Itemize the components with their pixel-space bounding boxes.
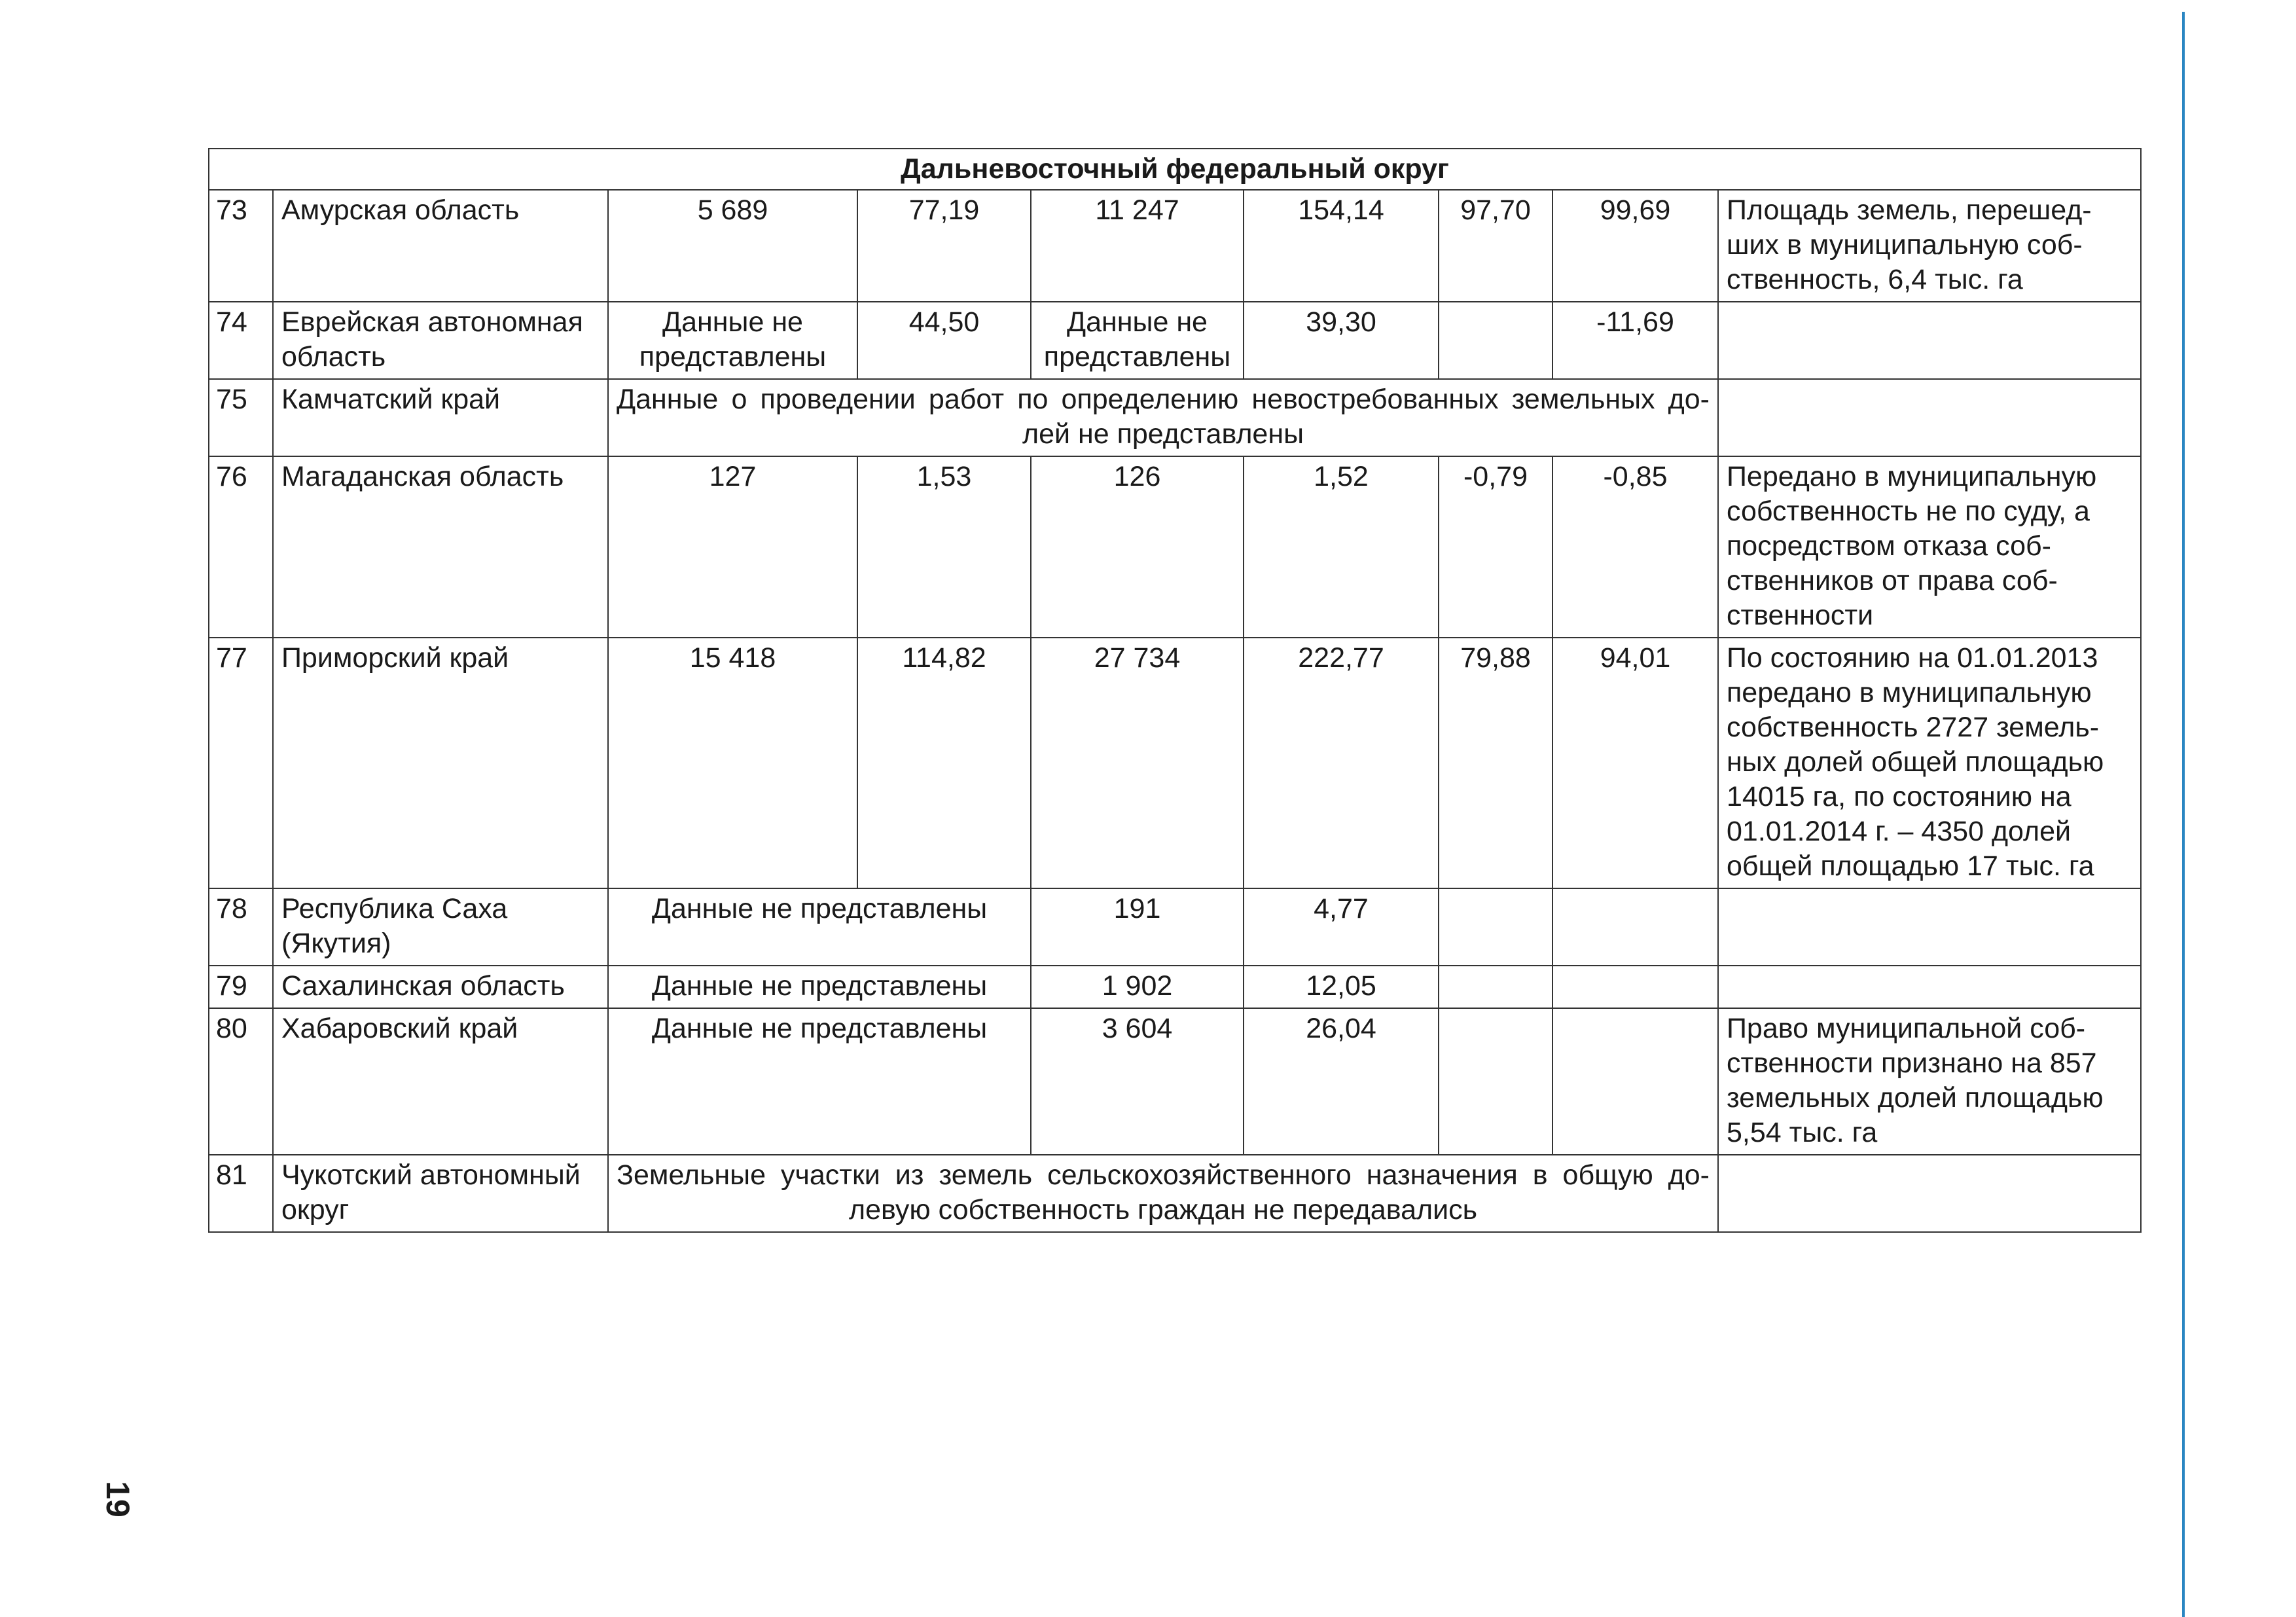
table-row bbox=[209, 1008, 2141, 1155]
cell-col6: -11,69 bbox=[1552, 302, 1718, 379]
cell-col2: 114,82 bbox=[857, 638, 1031, 888]
region-header: Дальневосточный федеральный округ bbox=[209, 149, 2141, 190]
table-row bbox=[209, 638, 2141, 888]
cell-col5 bbox=[1439, 966, 1552, 1008]
page-edge-rule bbox=[2182, 12, 2185, 1617]
row-number: 75 bbox=[209, 379, 273, 456]
region-header-row bbox=[209, 149, 2141, 190]
cell-col1: 15 418 bbox=[608, 638, 857, 888]
cell-col5 bbox=[1439, 302, 1552, 379]
table-row bbox=[209, 1155, 2141, 1232]
note-cell: Передано в муниципальную собственность не по суду, а посредством отказа соб-ственников от права соб-ственности bbox=[1718, 456, 2141, 638]
table-row bbox=[209, 379, 2141, 456]
row-number: 80 bbox=[209, 1008, 273, 1155]
region-name: Еврейская автономная область bbox=[273, 302, 608, 379]
cell-col4: 4,77 bbox=[1244, 888, 1439, 966]
region-name: Приморский край bbox=[273, 638, 608, 888]
note-cell bbox=[1718, 379, 2141, 456]
cell-col3: 27 734 bbox=[1031, 638, 1244, 888]
region-name: Камчатский край bbox=[273, 379, 608, 456]
row-number: 81 bbox=[209, 1155, 273, 1232]
cell-col5: -0,79 bbox=[1439, 456, 1552, 638]
region-name: Магаданская область bbox=[273, 456, 608, 638]
cell-col2: 77,19 bbox=[857, 190, 1031, 302]
table-row bbox=[209, 888, 2141, 966]
cell-col4: 222,77 bbox=[1244, 638, 1439, 888]
region-data-table bbox=[208, 148, 2142, 1233]
cell-col5 bbox=[1439, 1008, 1552, 1155]
region-name: Сахалинская область bbox=[273, 966, 608, 1008]
table-row bbox=[209, 456, 2141, 638]
cell-col6: 94,01 bbox=[1552, 638, 1718, 888]
cell-col5: 97,70 bbox=[1439, 190, 1552, 302]
cell-col1: 127 bbox=[608, 456, 857, 638]
cell-col3: 1 902 bbox=[1031, 966, 1244, 1008]
cell-col5 bbox=[1439, 888, 1552, 966]
note-cell: По состоянию на 01.01.2013 передано в муниципальную собственность 2727 земель-ных долей общей площадью 14015 га, по состоянию на 01.01.2014 г. – 4350 долей общей площадью 17 тыс. га bbox=[1718, 638, 2141, 888]
cell-col5: 79,88 bbox=[1439, 638, 1552, 888]
cell-col2: 44,50 bbox=[857, 302, 1031, 379]
merged-data-cell: Данные о проведении работ по определению невостребованных земельных до-лей не представлены bbox=[608, 379, 1718, 456]
note-cell bbox=[1718, 966, 2141, 1008]
table-row bbox=[209, 190, 2141, 302]
region-name: Республика Саха (Якутия) bbox=[273, 888, 608, 966]
region-name: Хабаровский край bbox=[273, 1008, 608, 1155]
note-cell bbox=[1718, 888, 2141, 966]
table-row bbox=[209, 966, 2141, 1008]
row-number: 74 bbox=[209, 302, 273, 379]
cell-col3: 11 247 bbox=[1031, 190, 1244, 302]
cell-col4: 1,52 bbox=[1244, 456, 1439, 638]
note-cell bbox=[1718, 302, 2141, 379]
region-name: Амурская область bbox=[273, 190, 608, 302]
cell-col2: 1,53 bbox=[857, 456, 1031, 638]
cell-col6 bbox=[1552, 888, 1718, 966]
merged-cell-col1-2: Данные не представлены bbox=[608, 888, 1031, 966]
merged-data-cell: Земельные участки из земель сельскохозяйственного назначения в общую до-левую собственность граждан не передавались bbox=[608, 1155, 1718, 1232]
cell-col3: Данные не представлены bbox=[1031, 302, 1244, 379]
row-number: 73 bbox=[209, 190, 273, 302]
row-number: 79 bbox=[209, 966, 273, 1008]
cell-col6: -0,85 bbox=[1552, 456, 1718, 638]
cell-col1: 5 689 bbox=[608, 190, 857, 302]
cell-col3: 191 bbox=[1031, 888, 1244, 966]
row-number: 76 bbox=[209, 456, 273, 638]
cell-col3: 126 bbox=[1031, 456, 1244, 638]
cell-col6 bbox=[1552, 1008, 1718, 1155]
region-name: Чукотский автономный округ bbox=[273, 1155, 608, 1232]
note-cell: Площадь земель, перешед-ших в муниципальную соб-ственность, 6,4 тыс. га bbox=[1718, 190, 2141, 302]
cell-col6 bbox=[1552, 966, 1718, 1008]
note-cell bbox=[1718, 1155, 2141, 1232]
row-number: 77 bbox=[209, 638, 273, 888]
row-number: 78 bbox=[209, 888, 273, 966]
merged-cell-col1-2: Данные не представлены bbox=[608, 966, 1031, 1008]
cell-col1: Данные не представлены bbox=[608, 302, 857, 379]
cell-col4: 39,30 bbox=[1244, 302, 1439, 379]
merged-cell-col1-2: Данные не представлены bbox=[608, 1008, 1031, 1155]
cell-col4: 12,05 bbox=[1244, 966, 1439, 1008]
cell-col3: 3 604 bbox=[1031, 1008, 1244, 1155]
table-row bbox=[209, 302, 2141, 379]
cell-col4: 154,14 bbox=[1244, 190, 1439, 302]
cell-col4: 26,04 bbox=[1244, 1008, 1439, 1155]
page-number: 19 bbox=[99, 1481, 136, 1517]
cell-col6: 99,69 bbox=[1552, 190, 1718, 302]
note-cell: Право муниципальной соб-ственности признано на 857 земельных долей площадью 5,54 тыс. га bbox=[1718, 1008, 2141, 1155]
